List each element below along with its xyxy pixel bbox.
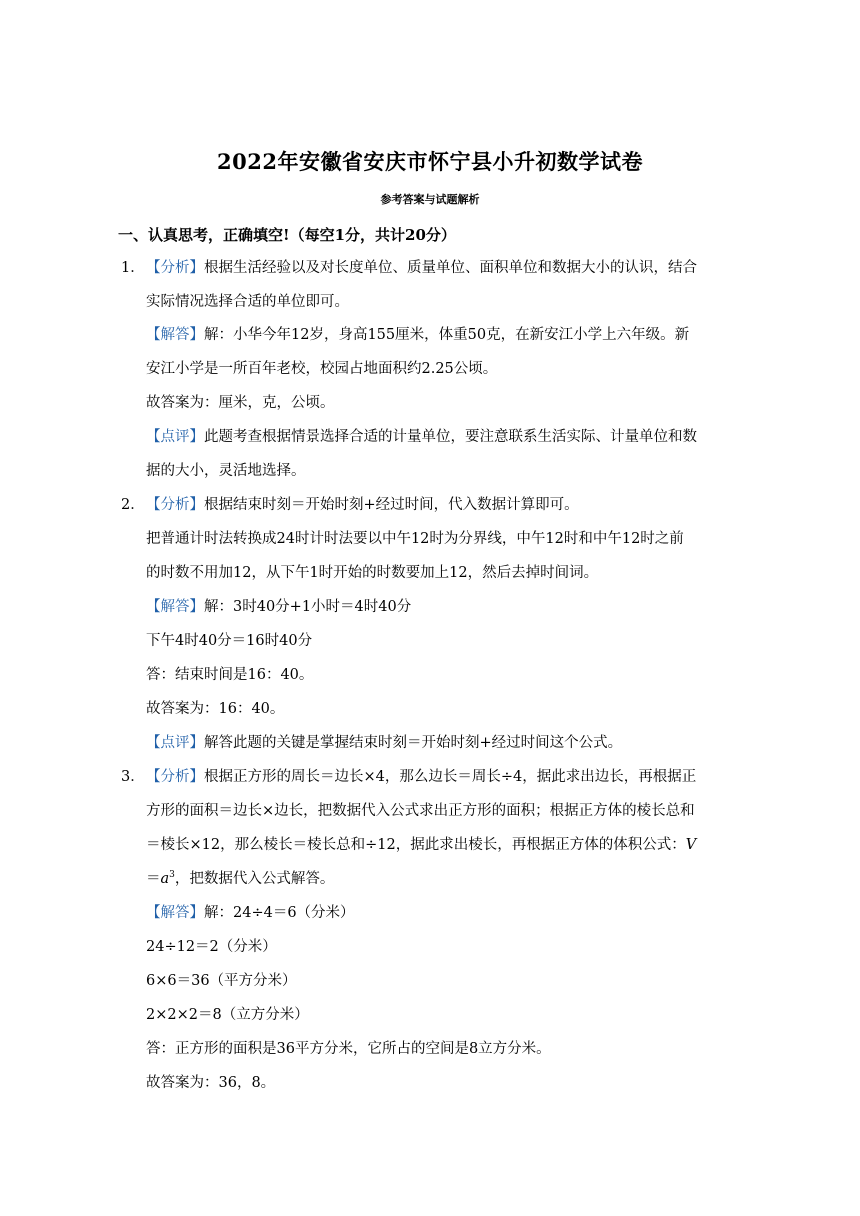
q3-answer-text-5: 答：正方形的面积是36平方分米，它所占的空间是8立方分米。 [146, 1041, 551, 1057]
q2-final-answer: 故答案为：16：40。 [146, 701, 285, 717]
answer-tag: 【解答】 [146, 327, 204, 343]
q3-analysis-text-3-line [146, 835, 696, 855]
answer-tag: 【解答】 [146, 599, 204, 615]
q1-answer-text-1: 解：小华今年12岁，身高155厘米，体重50克，在新安江小学上六年级。新 [204, 327, 690, 343]
q3-analysis-text-4-line [146, 869, 334, 889]
q2-answer-text-2: 下午4时40分＝16时40分 [146, 633, 313, 649]
q1-comment-line [146, 427, 697, 447]
q1-analysis-line [146, 258, 697, 278]
answer-tag: 【解答】 [146, 905, 204, 921]
q1-answer-text-2: 安江小学是一所百年老校，校园占地面积约2.25公顷。 [146, 361, 498, 377]
q1-final-answer: 故答案为：厘米，克，公顷。 [146, 395, 335, 411]
comment-tag: 【点评】 [146, 735, 204, 751]
q1-answer-line [146, 325, 689, 345]
q3-analysis-line [146, 767, 696, 787]
q3-answer-text-3: 6×6＝36（平方分米） [146, 973, 297, 989]
q2-analysis-line [146, 495, 579, 515]
section-heading: 一、认真思考，正确填空!（每空1分，共计20分） [118, 226, 456, 244]
q3-analysis-text-1: 根据正方形的周长＝边长×4，那么边长＝周长÷4，据此求出边长，再根据正 [204, 769, 697, 785]
q1-comment-text-1: 此题考查根据情景选择合适的计量单位，要注意联系生活实际、计量单位和数 [204, 429, 697, 445]
question-number-1: 1． [121, 260, 145, 276]
page-title: 2022年安徽省安庆市怀宁县小升初数学试卷 [217, 149, 643, 174]
q3-answer-text-4: 2×2×2＝8（立方分米） [146, 1007, 309, 1023]
q1-comment-text-2: 据的大小，灵活地选择。 [146, 463, 306, 479]
q3-analysis-text-4: ，把数据代入公式解答。 [174, 871, 335, 887]
q1-analysis-text-1: 根据生活经验以及对长度单位、质量单位、面积单位和数据大小的认识，结合 [204, 260, 697, 276]
analysis-tag: 【分析】 [146, 769, 204, 785]
q3-formula-variable-a: a [160, 871, 170, 887]
q3-answer-text-2: 24÷12＝2（分米） [146, 939, 277, 955]
q2-comment-line [146, 733, 622, 753]
q3-formula-equals: ＝ [146, 871, 161, 887]
comment-tag: 【点评】 [146, 429, 204, 445]
q2-text-1: 把普通计时法转换成24时计时法要以中午12时为分界线，中午12时和中午12时之前 [146, 531, 684, 547]
analysis-tag: 【分析】 [146, 260, 204, 276]
page-subtitle: 参考答案与试题解析 [380, 193, 480, 206]
q3-answer-line [146, 903, 355, 923]
q3-final-answer: 故答案为：36，8。 [146, 1075, 276, 1091]
q2-answer-line [146, 597, 411, 617]
q3-formula-variable-v: V [685, 837, 697, 853]
q2-comment-text-1: 解答此题的关键是掌握结束时刻＝开始时刻+经过时间这个公式。 [204, 735, 623, 751]
q3-analysis-text-2: 方形的面积＝边长×边长，把数据代入公式求出正方形的面积；根据正方体的棱长总和 [146, 803, 695, 819]
q2-answer-text-3: 答：结束时间是16：40。 [146, 667, 314, 683]
q2-answer-text-1: 解：3时40分+1小时＝4时40分 [204, 599, 412, 615]
q3-formula-exponent: 3 [169, 870, 175, 881]
q3-analysis-text-3: ＝棱长×12，那么棱长＝棱长总和÷12，据此求出棱长，再根据正方体的体积公式： [146, 837, 686, 853]
question-number-2: 2． [121, 497, 145, 513]
q1-analysis-text-2: 实际情况选择合适的单位即可。 [146, 294, 349, 310]
question-number-3: 3． [121, 769, 145, 785]
q2-analysis-text-1: 根据结束时刻＝开始时刻+经过时间，代入数据计算即可。 [204, 497, 579, 513]
q2-text-2: 的时数不用加12，从下午1时开始的时数要加上12，然后去掉时间词。 [146, 565, 599, 581]
q3-answer-text-1: 解：24÷4＝6（分米） [204, 905, 355, 921]
analysis-tag: 【分析】 [146, 497, 204, 513]
